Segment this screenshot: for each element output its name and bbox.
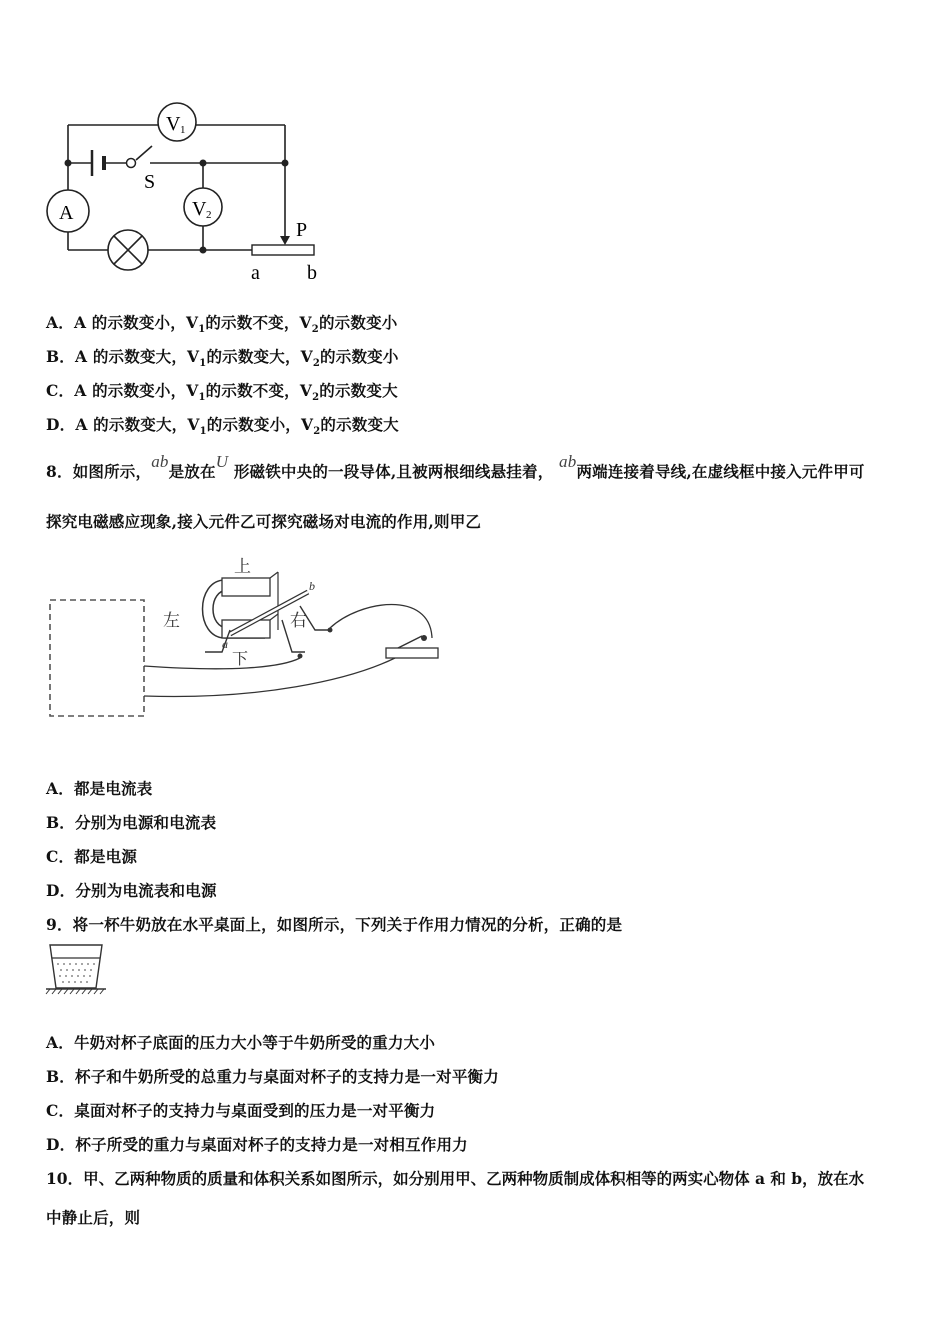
q8-option-c: C．都是电源 <box>46 847 138 866</box>
svg-text:a: a <box>251 262 260 284</box>
q7-option-c: C．A 的示数变小，$V_1$的示数不变，$V_2$的示数变大 <box>46 381 398 404</box>
q8-option-b: B．分别为电源和电流表 <box>46 813 217 832</box>
q9-stem: 9．将一杯牛奶放在水平桌面上，如图所示，下列关于作用力情况的分析，正确的是 <box>46 915 623 934</box>
milk-cup-figure <box>0 940 120 1000</box>
q8-option-a: A．都是电流表 <box>46 779 153 798</box>
svg-text:上: 上 <box>234 557 251 576</box>
svg-text:右: 右 <box>290 611 307 630</box>
q10-stem-line1: 10．甲、乙两种物质的质量和体积关系如图所示，如分别用甲、乙两种物质制成体积相等的两实心物体 a 和 b，放在水 <box>46 1169 865 1188</box>
svg-text:V: V <box>166 113 181 135</box>
svg-text:A: A <box>59 202 74 224</box>
circuit-diagram <box>0 0 340 290</box>
svg-text:b: b <box>307 262 317 284</box>
svg-text:2: 2 <box>206 209 212 221</box>
q8-option-d: D．分别为电流表和电源 <box>46 881 217 900</box>
svg-text:V: V <box>192 198 207 220</box>
q9-option-d: D．杯子所受的重力与桌面对杯子的支持力是一对相互作用力 <box>46 1135 468 1154</box>
dashed-box <box>50 600 144 716</box>
q9-option-a: A．牛奶对杯子底面的压力大小等于牛奶所受的重力大小 <box>46 1033 436 1052</box>
svg-text:下: 下 <box>232 651 249 668</box>
q9-option-b: B．杯子和牛奶所受的总重力与桌面对杯子的支持力是一对平衡力 <box>46 1067 499 1086</box>
q8-stem-line2: 探究电磁感应现象,接入元件乙可探究磁场对电流的作用,则甲乙 <box>46 512 482 531</box>
svg-text:左: 左 <box>163 611 180 630</box>
svg-text:S: S <box>144 171 156 193</box>
svg-text:P: P <box>296 219 308 241</box>
q9-option-c: C．桌面对杯子的支持力与桌面受到的压力是一对平衡力 <box>46 1101 436 1120</box>
rheostat <box>252 245 314 255</box>
svg-text:b: b <box>309 579 315 593</box>
q7-option-b: B．A 的示数变大，$V_1$的示数变大，$V_2$的示数变小 <box>46 347 399 370</box>
q8-stem-line1: 8．如图所示，ab是放在U 形磁铁中央的一段导体,且被两根细线悬挂着， ab两端连接着导线,在虚线框中接入元件甲可 <box>46 452 865 481</box>
q7-option-a: A．A 的示数变小，$V_1$的示数不变，$V_2$的示数变小 <box>46 313 398 336</box>
svg-text:a: a <box>222 637 228 651</box>
q7-option-d: D．A 的示数变大，$V_1$的示数变小，$V_2$的示数变大 <box>46 415 399 438</box>
magnet-figure <box>0 540 460 730</box>
svg-text:1: 1 <box>180 124 186 136</box>
switch-icon <box>386 648 438 658</box>
q10-stem-line2: 中静止后，则 <box>46 1208 141 1227</box>
